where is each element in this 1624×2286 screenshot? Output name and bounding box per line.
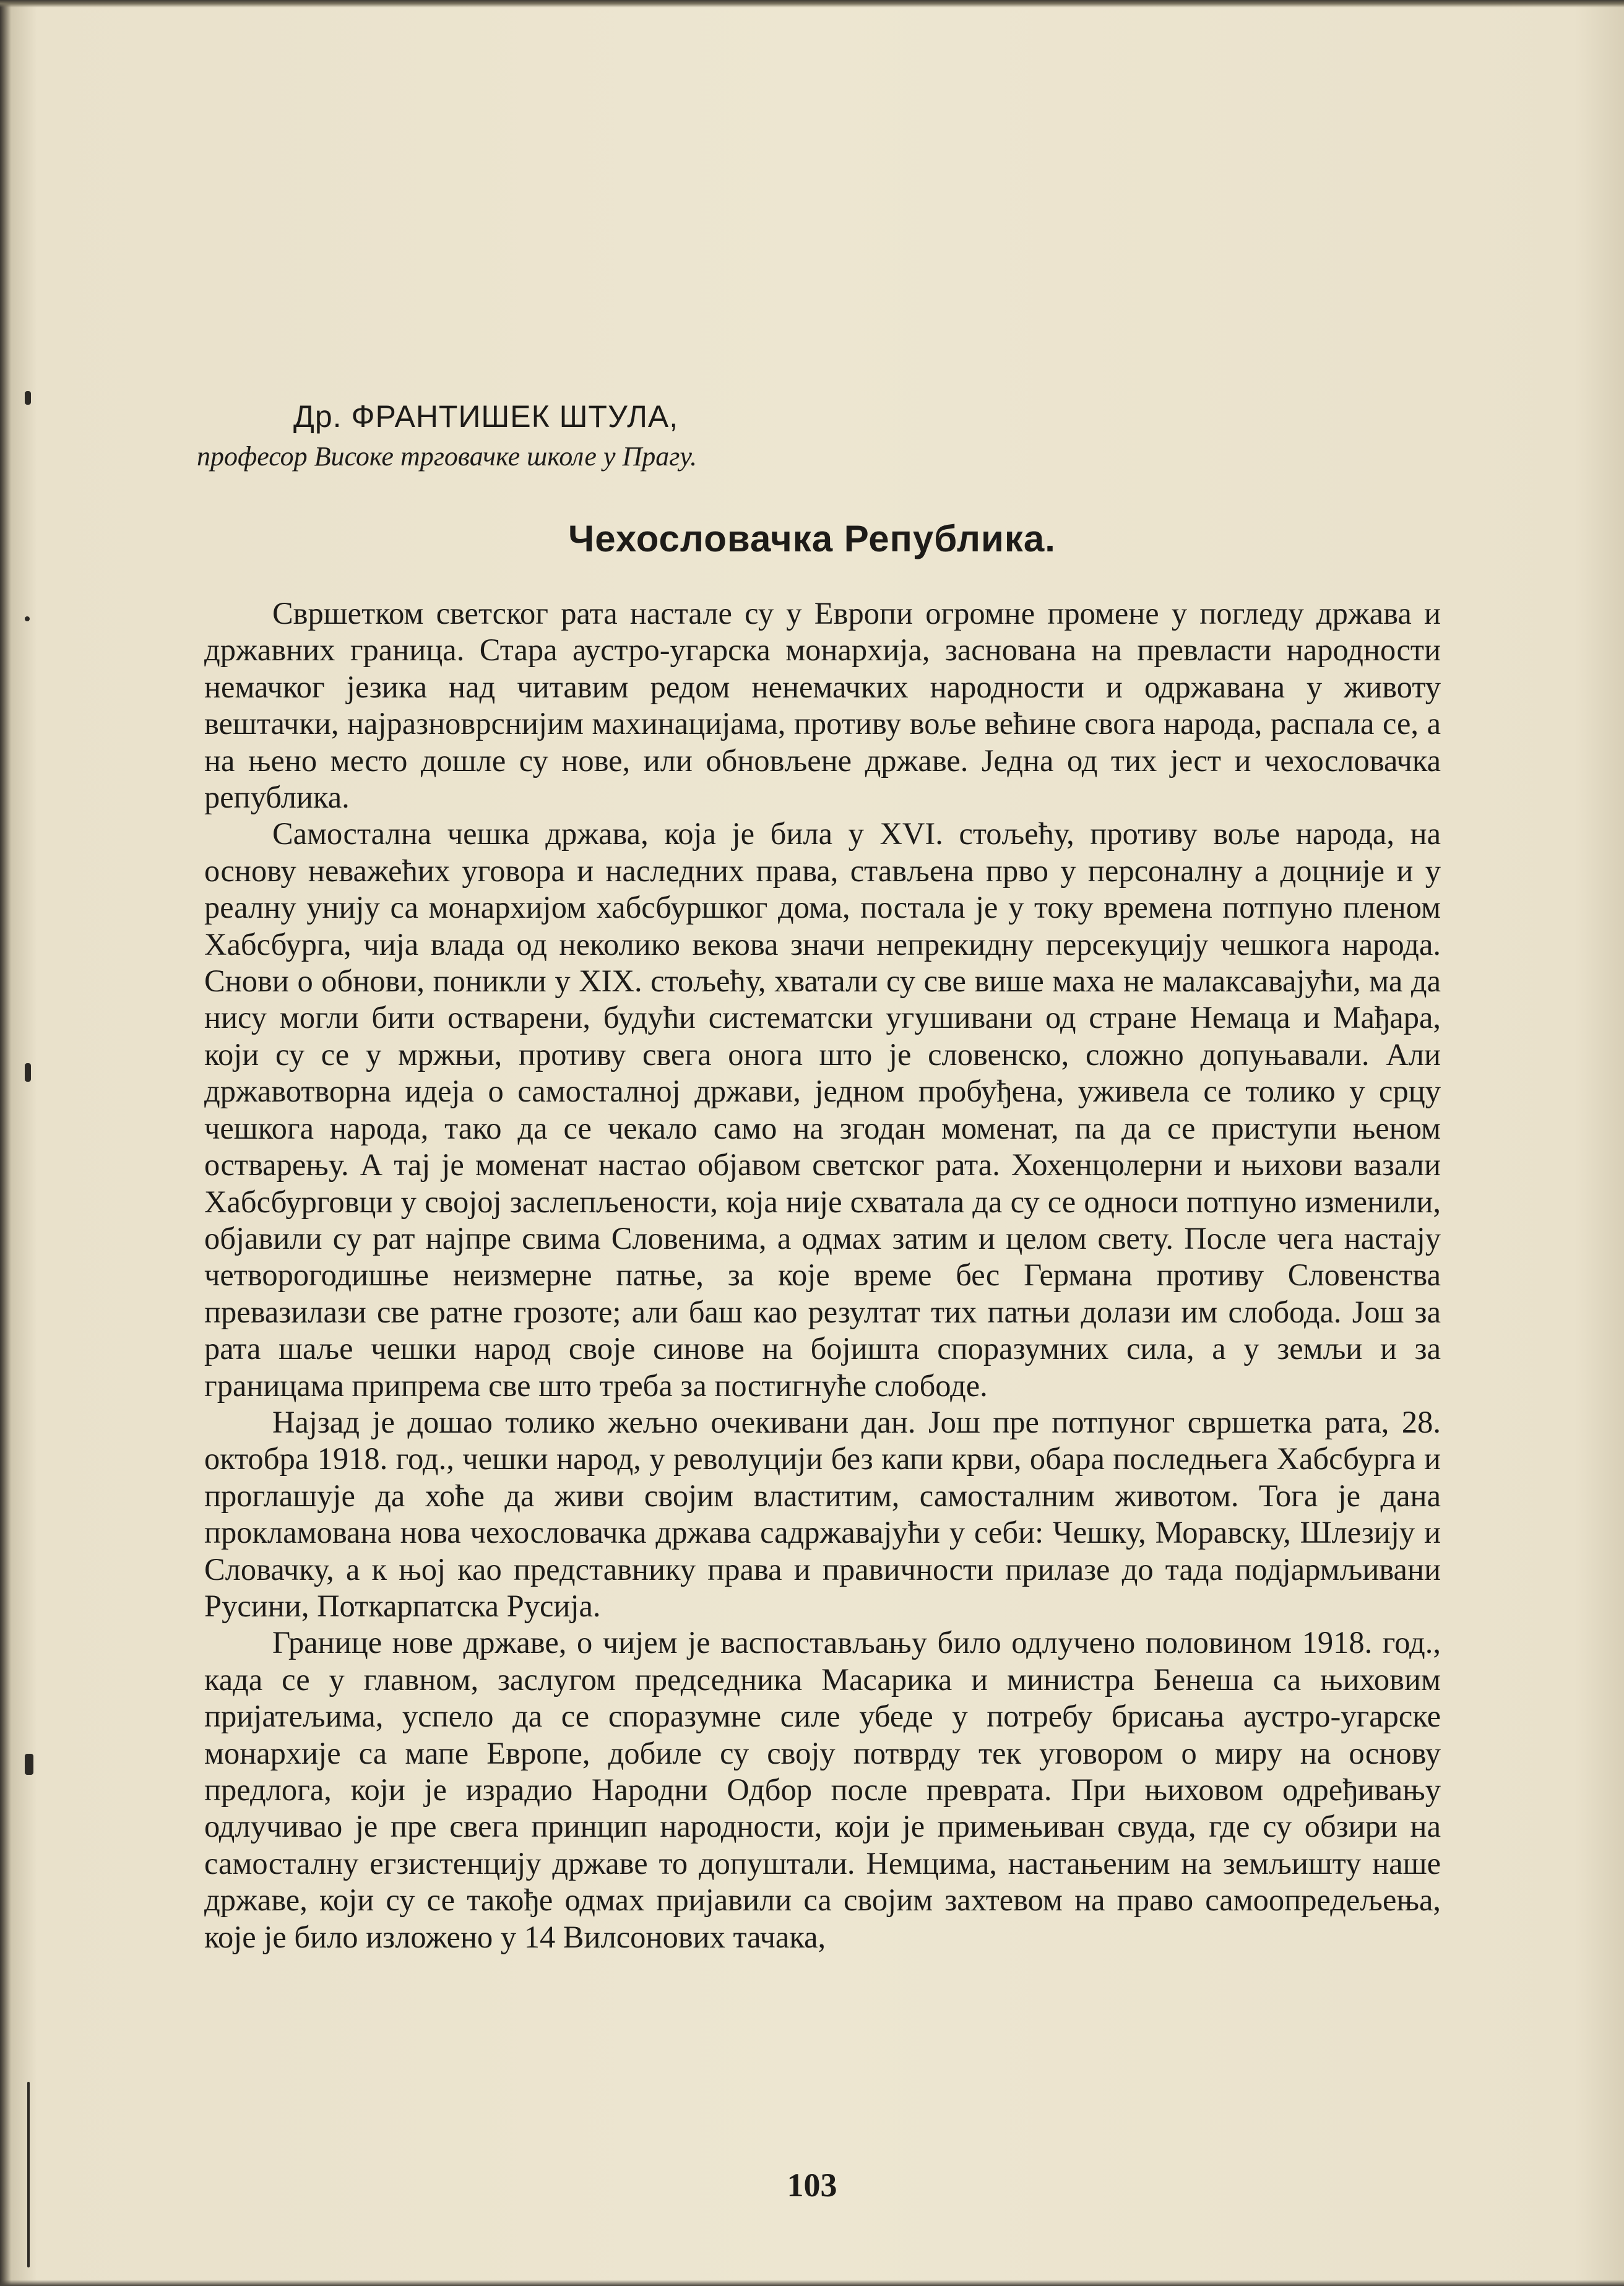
- paragraph: Самостална чешка држава, која је била у XVI. стољећу, противу воље народа, на основу неважећих уговора и наследних права, стављена прво у персоналну а доцније и у реалну унију са монархијом хабсбуршког дома, постала је у току времена потпуно пленом Хабсбурга, чија влада од неколико векова значи непрекидну персекуцију чешкога народа. Снови о обнови, поникли у XIX. стољећу, хватали су све више маха не малаксавајући, ма да нису могли бити остварени, будући систематски угушивани од стране Немаца и Мађара, који су се у мржњи, противу свега онога што је словенско, сложно допуњавали. Али државотворна идеја о самосталној држави, једном пробуђена, уживела се толико у срцу чешкога народа, тако да се чекало само на згодан моменат, па да се приступи њеном остварењу. А тај је моменат настао објавом светског рата. Хохенцолерни и њихови вазали Хабсбурговци у својој заслепљености, која није схватала да су се односи потпуно изменили, објавили су рат најпре свима Словенима, а одмах затим и целом свету. После чега настају четворогодишње неизмерне патње, за које време бес Германа противу Словенства превазилази све ратне грозоте; али баш као резултат тих патњи долази им слобода. Још за рата шаље чешки народ своје синове на бојишта споразумних сила, а у земљи и за границама припрема све што треба за постигнуће слободе.: [204, 816, 1441, 1403]
- article-body: [204, 595, 1441, 1956]
- margin-speck: [25, 1754, 33, 1775]
- paragraph: Свршетком светског рата настале су у Европи огромне промене у погледу држава и државних граница. Стара аустро-угарска монархија, заснована на превласти народности немачког језика над читавим редом ненемачких народности и одржавана у животу вештачки, најразноврснијим махинацијама, противу воље већине свога народа, распала се, а на њено место дошле су нове, или обновљене државе. Једна од тих јест и чехословачка република.: [204, 596, 1441, 815]
- page-number: 103: [787, 2167, 837, 2204]
- margin-speck: [25, 1063, 31, 1082]
- paragraph: Границе нове државе, о чијем је васпостављању било одлучено половином 1918. год., када се у главном, заслугом председника Масарика и министра Бенеша са њиховим пријатељима, успело да се споразумне силе убеде у потребу брисања аустро-угарске монархије са мапе Европе, добиле су своју потврду тек уговором о миру на основу предлога, који је израдио Народни Одбор после преврата. При њиховом одређивању одлучивао је пре свега принцип народности, који је примењиван свуда, где су обзири на самосталну егзистенцију државе то допуштали. Немцима, настањеним на земљишту наше државе, који су се такође одмах пријавили са својим захтевом на право самоопредељења, које је било изложено у 14 Вилсонових тачака,: [204, 1625, 1441, 1954]
- margin-speck: [25, 391, 31, 405]
- author-name: Др. ФРАНТИШЕК ШТУЛА,: [293, 399, 679, 434]
- page-top-edge: [0, 0, 1624, 7]
- margin-speck: [25, 616, 30, 621]
- author-title: професор Високе трговачке школе у Прагу.: [197, 441, 698, 472]
- page-bottom-edge: [0, 2280, 1624, 2286]
- article-title: Чехословачка Република.: [568, 518, 1056, 559]
- paragraph: Најзад је дошао толико жељно очекивани дан. Још пре потпуног свршетка рата, 28. октобра 1918. год., чешки народ, у револуцији без капи крви, обара последњега Хабсбурга и проглашује да хоће да живи својим властитим, самосталним животом. Тога је дана прокламована нова чехословачка држава садржавајући у себи: Чешку, Моравску, Шлезију и Словачку, а к њој као представнику права и правичности прилазе до тада подјармљивани Русини, Поткарпатска Русија.: [204, 1404, 1441, 1623]
